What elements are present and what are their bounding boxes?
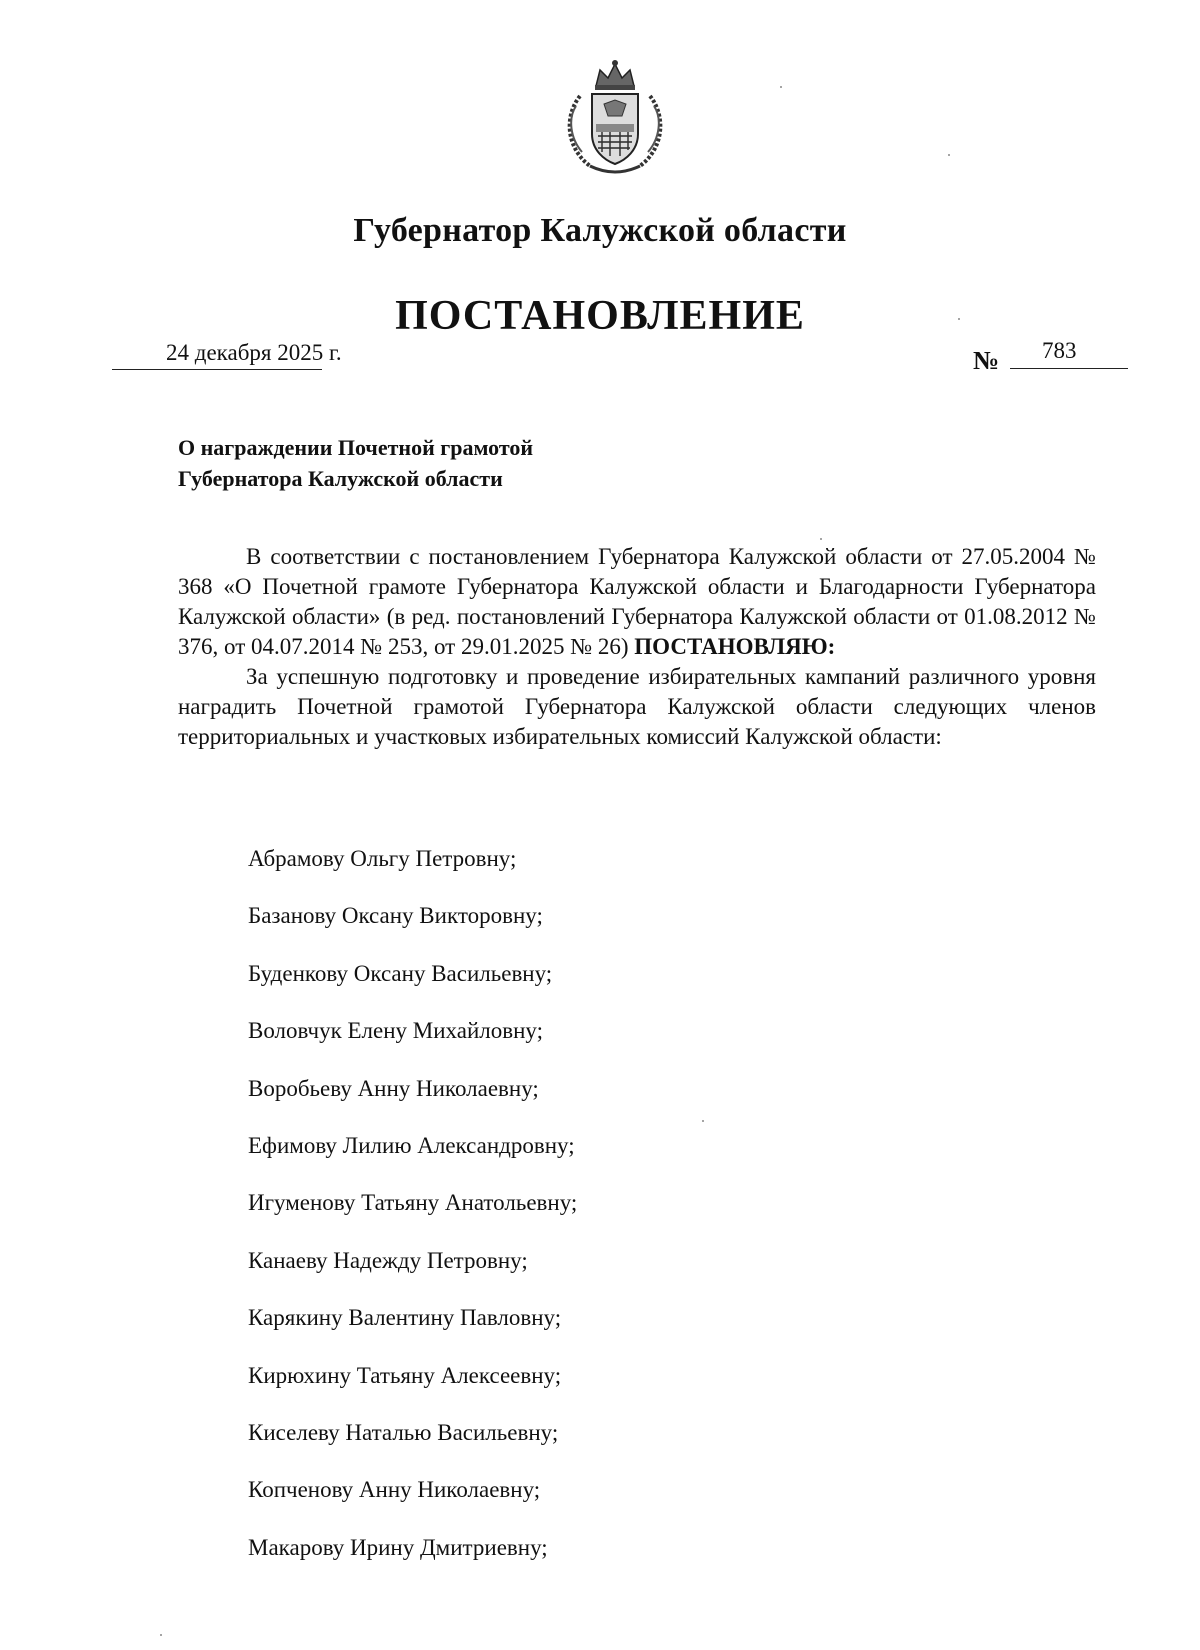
scan-speck [160, 1634, 162, 1636]
awardee-name: Канаеву Надежду Петровну; [248, 1247, 528, 1273]
awardee-name: Макарову Ирину Дмитриевну; [248, 1534, 548, 1560]
awardee-list [248, 844, 577, 1590]
awardee-name: Базанову Оксану Викторовну; [248, 903, 543, 929]
legal-basis-text: В соответствии с постановлением Губернатора Калужской области от 27.05.2004 № 368 «О Почетной грамоте Губернатора Калужской области и Благодарности Губернатора Калужской области» (в ред. постановлений Губернатора Калужской области от 01.08.2012 № 376, от 04.07.2014 № 253, от 29.01.2025 № 26) [178, 544, 1096, 659]
issuing-authority: Губернатор Калужской области [353, 212, 847, 249]
scan-speck [948, 154, 950, 156]
document-body [178, 542, 1096, 752]
awardee-name: Воробьеву Анну Николаевну; [248, 1075, 539, 1101]
scan-speck [820, 538, 822, 540]
subject-line-1: О награждении Почетной грамотой [178, 435, 534, 460]
awardee-name: Киселеву Наталью Васильевну; [248, 1419, 559, 1445]
award-paragraph: За успешную подготовку и проведение избирательных кампаний различного уровня наградить Почетной грамотой Губернатора Калужской области следующих членов территориальных и участковых избирательных комиссий Калужской области: [178, 664, 1096, 749]
awardee-name: Игуменову Татьяну Анатольевну; [248, 1190, 578, 1216]
awardee-name: Буденкову Оксану Васильевну; [248, 960, 553, 986]
document-number: 783 [1042, 338, 1077, 363]
awardee-name: Копченову Анну Николаевну; [248, 1477, 541, 1503]
coat-of-arms-icon [560, 56, 670, 176]
scan-speck [702, 1120, 704, 1122]
scan-speck [958, 318, 960, 320]
document-type-title: ПОСТАНОВЛЕНИЕ [395, 293, 805, 339]
number-underline [1010, 368, 1128, 369]
document-date: 24 декабря 2025 г. [166, 340, 342, 365]
awardee-name: Кирюхину Татьяну Алексеевну; [248, 1362, 562, 1388]
awardee-name: Ефимову Лилию Александровну; [248, 1132, 575, 1158]
awardee-name: Карякину Валентину Павловну; [248, 1305, 562, 1331]
awardee-name: Воловчук Елену Михайловну; [248, 1018, 543, 1044]
document-subject [178, 432, 778, 494]
awardee-name: Абрамову Ольгу Петровну; [248, 846, 517, 871]
subject-line-2: Губернатора Калужской области [178, 466, 503, 491]
decree-word: ПОСТАНОВЛЯЮ: [634, 634, 836, 659]
date-underline [112, 369, 322, 370]
scan-speck [780, 86, 782, 88]
document-number-label: № [973, 346, 1000, 375]
legal-basis-paragraph [178, 542, 1096, 662]
